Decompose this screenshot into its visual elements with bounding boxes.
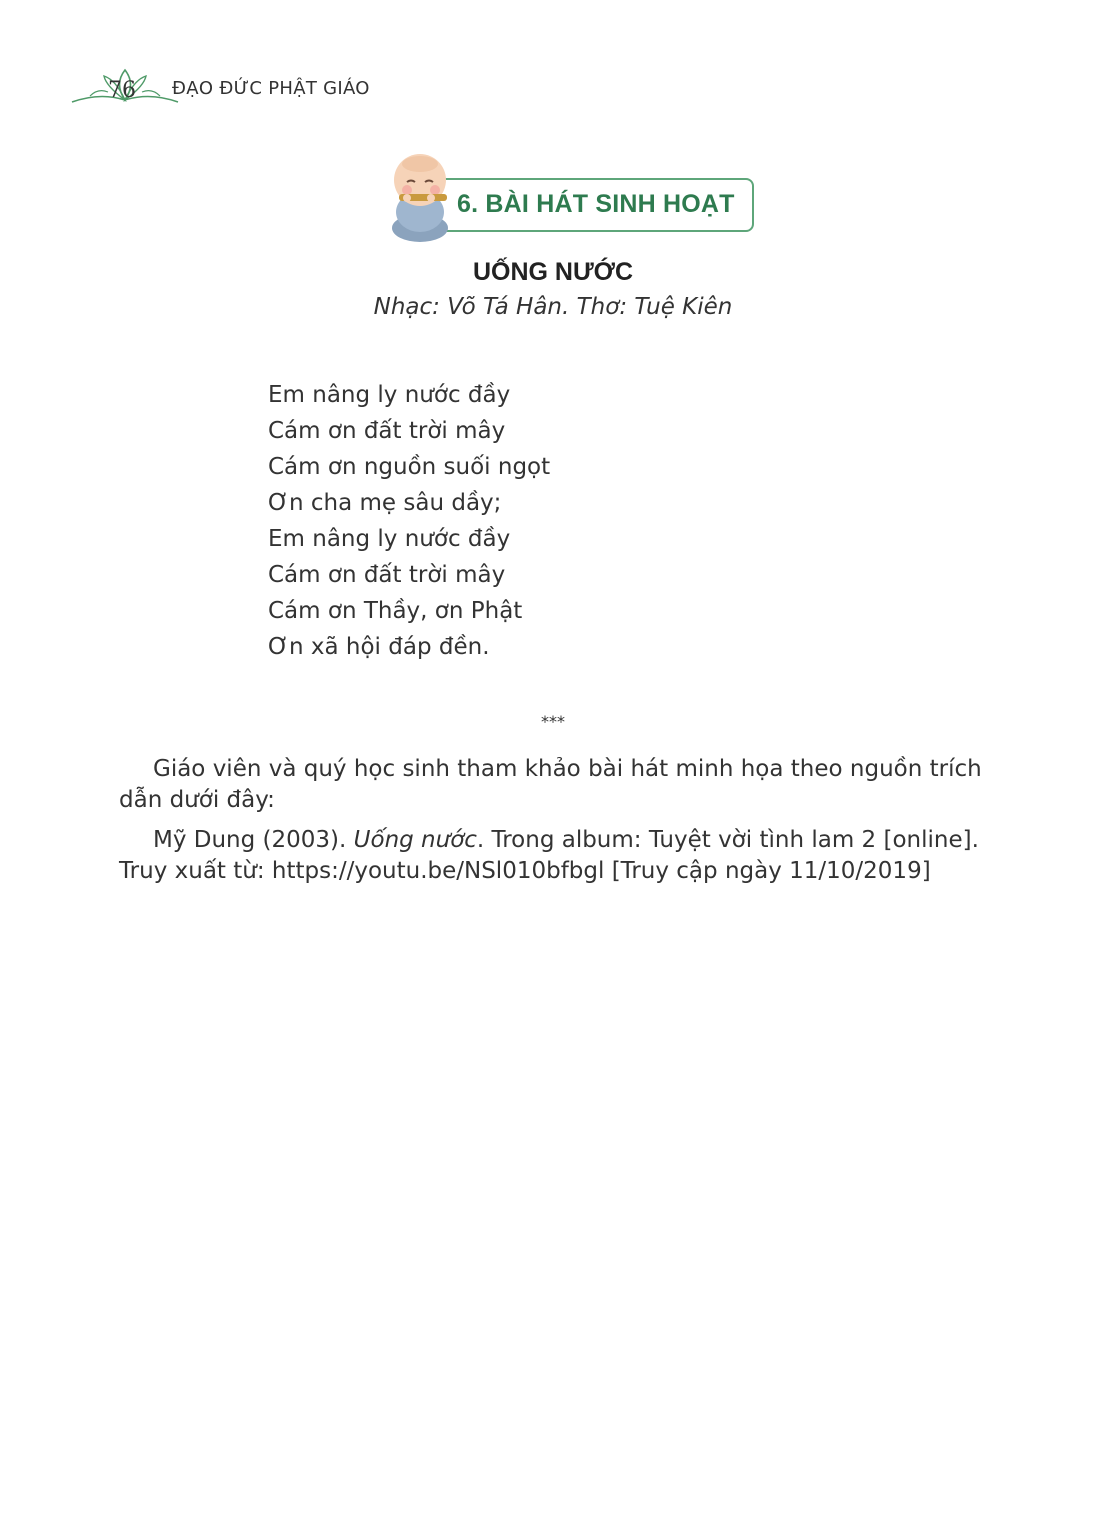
citation-paragraph <box>119 825 989 887</box>
running-title: ĐẠO ĐỨC PHẬT GIÁO <box>172 78 370 99</box>
lyric-line: Cám ơn nguồn suối ngọt <box>268 454 551 480</box>
lyric-line: Ơn cha mẹ sâu dầy; <box>268 490 502 516</box>
lyric-line: Ơn xã hội đáp đền. <box>268 634 490 660</box>
citation-rest: . Trong album: Tuyệt vời tình lam 2 [online]. Truy xuất từ: https://youtu.be/NSl010bfbgl [Truy cập ngày 11/10/2019] <box>119 827 979 884</box>
lyric-line: Em nâng ly nước đầy <box>268 382 511 408</box>
lyric-line: Em nâng ly nước đầy <box>268 526 511 552</box>
lyric-line: Cám ơn Thầy, ơn Phật <box>268 598 523 624</box>
citation-author: Mỹ Dung (2003). <box>153 827 354 853</box>
song-credits: Nhạc: Võ Tá Hân. Thơ: Tuệ Kiên <box>373 294 733 320</box>
separator: *** <box>541 712 565 731</box>
reference-intro-paragraph <box>119 754 989 816</box>
section-heading-badge <box>385 150 755 245</box>
song-title: UỐNG NƯỚC <box>472 258 634 286</box>
lyric-line: Cám ơn đất trời mây <box>268 562 506 588</box>
page-number: 76 <box>108 78 136 103</box>
lyrics-block <box>268 377 550 665</box>
citation-title: Uống nước <box>353 827 477 853</box>
reference-intro-text: Giáo viên và quý học sinh tham khảo bài hát minh họa theo nguồn trích dẫn dưới đây: <box>119 756 982 813</box>
section-label: 6. BÀI HÁT SINH HOẠT <box>457 190 735 218</box>
lyric-line: Cám ơn đất trời mây <box>268 418 506 444</box>
